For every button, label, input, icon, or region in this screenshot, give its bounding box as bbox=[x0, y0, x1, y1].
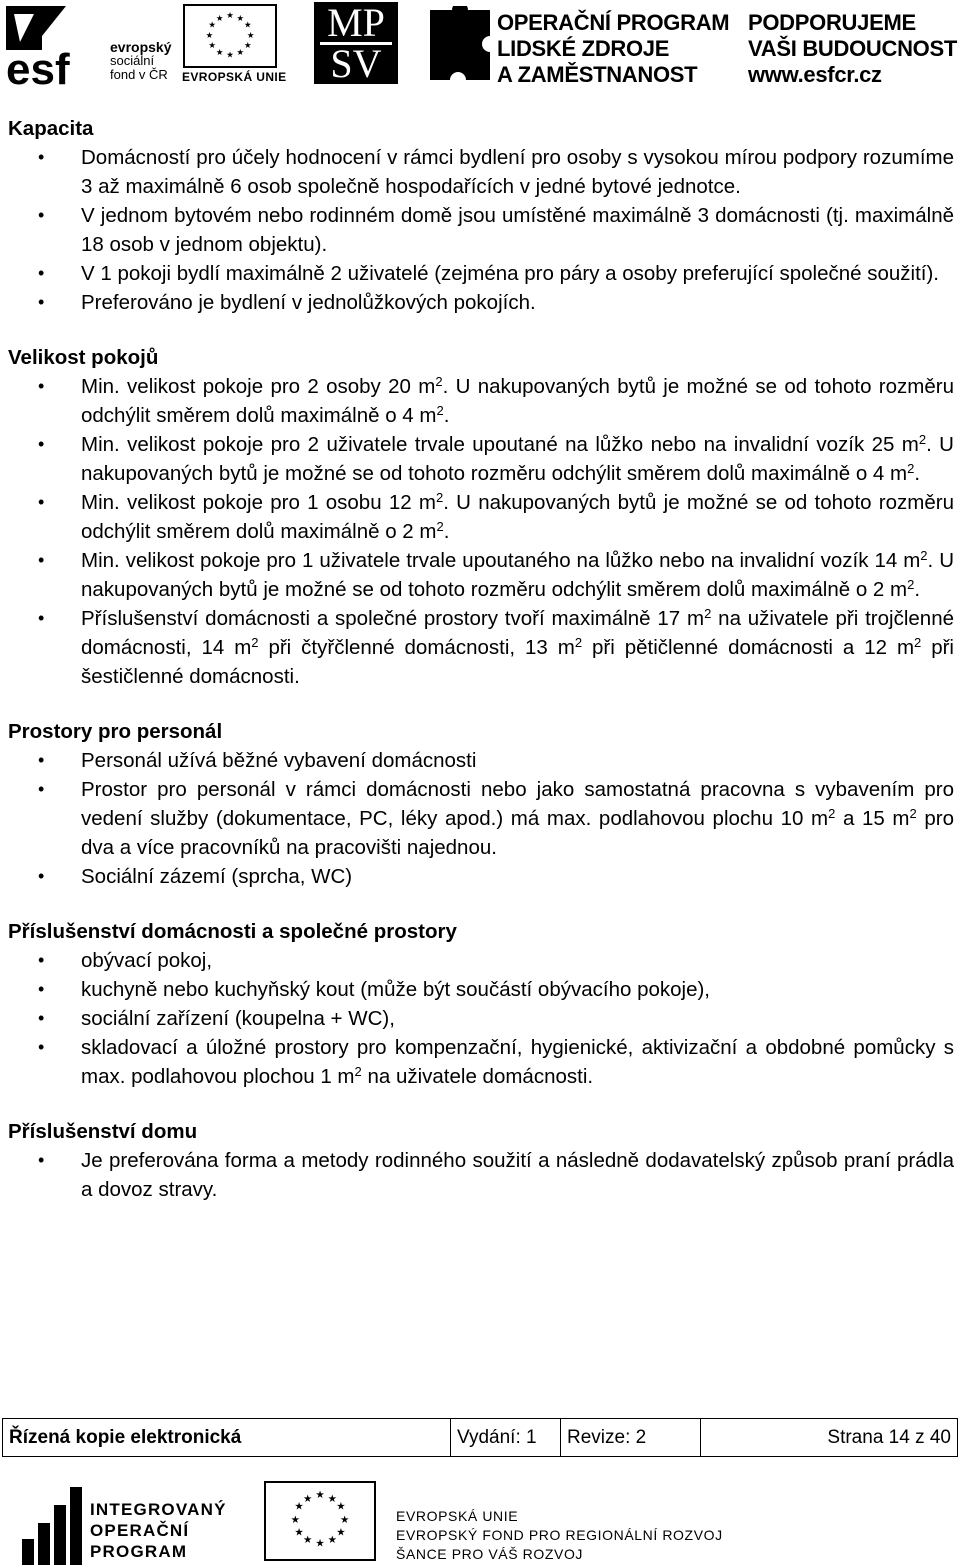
iop-text bbox=[90, 1499, 227, 1562]
esf-line-2: sociální bbox=[110, 53, 155, 68]
svg-text:★: ★ bbox=[302, 1533, 313, 1546]
footer-edition: Vydání: 1 bbox=[451, 1419, 561, 1456]
list-item: • Min. velikost pokoje pro 2 osoby 20 $m^2$. U nakupovaných bytů je možné se od tohoto rozměru odchýlit směrem dolů maximálně o 4 $m^2$. bbox=[8, 372, 954, 430]
list-item: • Je preferována forma a metody rodinného soužití a následně dodavatelský způsob praní prádla a dovoz stravy. bbox=[8, 1146, 954, 1204]
list-item: • Personál užívá běžné vybavení domácnosti bbox=[8, 746, 954, 775]
erdf-line-1: EVROPSKÁ UNIE bbox=[396, 1508, 519, 1524]
section-title: Příslušenství domu bbox=[8, 1120, 198, 1143]
section-kapacita bbox=[8, 114, 954, 317]
bullet-list bbox=[8, 372, 954, 691]
svg-text:★: ★ bbox=[294, 1500, 304, 1513]
section-title: Velikost pokojů bbox=[8, 346, 159, 369]
list-item: • V 1 pokoji bydlí maximálně 2 uživatelé (zejména pro páry a osoby preferující společné soužití). bbox=[8, 259, 954, 288]
list-item: • Příslušenství domácnosti a společné prostory tvoří maximálně 17 $m^2$ na uživatele při trojčlenné domácnosti, 14 $m^2$ při čtyřčlenné domácnosti, 13 $m^2$ při pětičlenné domácnosti a 12 $m^2$ při šestičlenné domácnosti. bbox=[8, 604, 954, 691]
esf-logo-text bbox=[110, 40, 171, 82]
podporujeme-text bbox=[748, 10, 957, 88]
svg-text:★: ★ bbox=[215, 46, 224, 57]
eu-flag-icon bbox=[183, 4, 277, 68]
footer-page-number: Strana 14 z 40 bbox=[827, 1427, 951, 1448]
iop-line-2: OPERAČNÍ bbox=[90, 1521, 190, 1540]
svg-text:★: ★ bbox=[236, 46, 245, 57]
esf-line-1: evropský bbox=[110, 39, 172, 55]
list-item: • Min. velikost pokoje pro 1 osobu 12 $m^2$. U nakupovaných bytů je možné se od tohoto rozměru odchýlit směrem dolů maximálně o 2 $m^2$. bbox=[8, 488, 954, 546]
bullet-list bbox=[8, 143, 954, 317]
svg-text:★: ★ bbox=[302, 1493, 313, 1505]
section-prislusenstvi-domacnosti bbox=[8, 917, 954, 1091]
svg-text:★: ★ bbox=[327, 1493, 338, 1505]
bullet-list bbox=[8, 1146, 954, 1204]
mpsv-logo bbox=[314, 2, 398, 84]
eu-caption: EVROPSKÁ UNIE bbox=[182, 70, 287, 84]
svg-text:★: ★ bbox=[208, 40, 216, 51]
iop-bars-icon bbox=[22, 1487, 82, 1565]
pv-line-3: www.esfcr.cz bbox=[748, 62, 882, 87]
section-title: Příslušenství domácnosti a společné prostory bbox=[8, 920, 457, 943]
list-item: • V jednom bytovém nebo rodinném domě jsou umístěné maximálně 3 domácnosti (tj. maximálně 18 osob v jednom objektu). bbox=[8, 201, 954, 259]
mpsv-line-1: MP bbox=[327, 0, 385, 45]
op-line-3: A ZAMĚSTNANOST bbox=[497, 62, 698, 87]
svg-text:★: ★ bbox=[205, 29, 214, 40]
op-line-1: OPERAČNÍ PROGRAM bbox=[497, 10, 730, 35]
esf-logo-letters: esf bbox=[6, 45, 70, 86]
section-prostory-pro-personal bbox=[8, 717, 954, 891]
section-title: Kapacita bbox=[8, 117, 94, 140]
pv-line-2: VAŠI BUDOUCNOST bbox=[748, 36, 957, 61]
bullet-list bbox=[8, 746, 954, 891]
section-velikost-pokoju bbox=[8, 343, 954, 691]
erdf-line-3: ŠANCE PRO VÁŠ ROZVOJ bbox=[396, 1546, 584, 1562]
eu-flag-icon bbox=[264, 1481, 376, 1561]
svg-text:★: ★ bbox=[336, 1500, 346, 1513]
op-line-2: LIDSKÉ ZDROJE bbox=[497, 36, 670, 61]
bottom-logo-strip bbox=[0, 1475, 960, 1565]
iop-line-3: PROGRAM bbox=[90, 1542, 188, 1561]
list-item: • Preferováno je bydlení v jednolůžkových pokojích. bbox=[8, 288, 954, 317]
header-logo-strip bbox=[0, 0, 960, 100]
list-item: • Domácností pro účely hodnocení v rámci bydlení pro osoby s vysokou mírou podpory rozumíme 3 až maximálně 6 osob společně hospodařících v jedné bytové jednotce. bbox=[8, 143, 954, 201]
mpsv-line-2: SV bbox=[320, 42, 392, 83]
puzzle-icon bbox=[430, 6, 490, 80]
section-title: Prostory pro personál bbox=[8, 720, 223, 743]
list-item: • sociální zařízení (koupelna + WC), bbox=[8, 1004, 954, 1033]
svg-text:★: ★ bbox=[246, 29, 255, 40]
svg-text:★: ★ bbox=[244, 40, 252, 51]
esf-logo-mark bbox=[6, 6, 106, 86]
list-item: • Prostor pro personál v rámci domácnosti nebo jako samostatná pracovna s vybavením pro vedení služby (dokumentace, PC, léky apod.) má max. podlahovou plochu 10 $m^2$ a 15 $m^2$ pro dva a více pracovníků na pracovišti najednou. bbox=[8, 775, 954, 862]
svg-text:★: ★ bbox=[340, 1513, 350, 1526]
svg-text:★: ★ bbox=[327, 1533, 338, 1546]
op-lzz-text bbox=[497, 10, 729, 88]
svg-text:★: ★ bbox=[226, 10, 234, 21]
svg-text:★: ★ bbox=[315, 1489, 325, 1502]
svg-text:★: ★ bbox=[215, 13, 224, 24]
erdf-text bbox=[396, 1507, 723, 1564]
svg-text:★: ★ bbox=[236, 13, 245, 24]
pv-line-1: PODPORUJEME bbox=[748, 10, 916, 35]
svg-text:★: ★ bbox=[226, 49, 234, 60]
section-prislusenstvi-domu bbox=[8, 1117, 954, 1204]
svg-text:★: ★ bbox=[290, 1513, 300, 1526]
document-content bbox=[8, 114, 954, 1230]
list-item: • skladovací a úložné prostory pro kompenzační, hygienické, aktivizační a obdobné pomůcky s max. podlahovou plochou 1 $m^2$ na uživatele domácnosti. bbox=[8, 1033, 954, 1091]
svg-text:★: ★ bbox=[315, 1537, 325, 1550]
svg-text:★: ★ bbox=[336, 1526, 346, 1539]
iop-line-1: INTEGROVANÝ bbox=[90, 1500, 227, 1519]
esf-line-3: fond v ČR bbox=[110, 67, 168, 82]
svg-text:★: ★ bbox=[208, 19, 216, 30]
list-item: • obývací pokoj, bbox=[8, 946, 954, 975]
erdf-line-2: EVROPSKÝ FOND PRO REGIONÁLNÍ ROZVOJ bbox=[396, 1527, 723, 1543]
list-item: • Min. velikost pokoje pro 2 uživatele trvale upoutané na lůžko nebo na invalidní vozík 25 $m^2$. U nakupovaných bytů je možné se od tohoto rozměru odchýlit směrem dolů maximálně o 4 $m^2$. bbox=[8, 430, 954, 488]
footer-revision: Revize: 2 bbox=[561, 1419, 701, 1456]
document-footer-table bbox=[2, 1418, 958, 1457]
list-item: • kuchyně nebo kuchyňský kout (může být součástí obývacího pokoje), bbox=[8, 975, 954, 1004]
list-item: • Min. velikost pokoje pro 1 uživatele trvale upoutaného na lůžko nebo na invalidní vozík 14 $m^2$. U nakupovaných bytů je možné se od tohoto rozměru odchýlit směrem dolů maximálně o 2 $m^2$. bbox=[8, 546, 954, 604]
svg-text:★: ★ bbox=[294, 1526, 304, 1539]
list-item: • Sociální zázemí (sprcha, WC) bbox=[8, 862, 954, 891]
footer-copy-label: Řízená kopie elektronická bbox=[3, 1419, 451, 1456]
svg-text:★: ★ bbox=[244, 19, 252, 30]
bullet-list bbox=[8, 946, 954, 1091]
